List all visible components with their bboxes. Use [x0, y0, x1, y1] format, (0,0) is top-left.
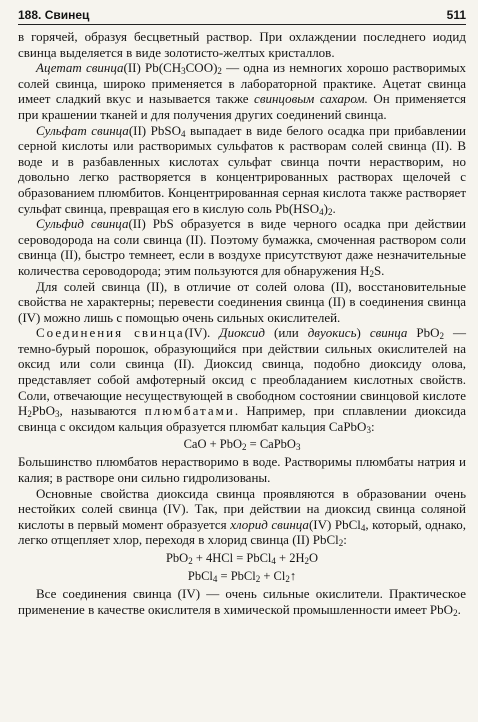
subscript: 4	[271, 556, 276, 566]
text-run: Он применяется при крашении тканей и для получения других соединений свинца.	[18, 91, 466, 122]
text-run: (или	[265, 325, 308, 341]
text-run: (II) PbSO	[128, 122, 181, 138]
text-run: + 4HCl = PbCl	[192, 551, 272, 565]
text-run: , который, однако, легко отщепляет хлор, переходя в хлорид свинца (II) PbCl	[18, 516, 467, 548]
text-run: + Cl	[260, 569, 286, 583]
subscript: 3	[366, 424, 371, 435]
italic-term: Сульфат свинца	[36, 122, 129, 138]
text-run: .	[457, 601, 461, 617]
subscript: 2	[27, 409, 32, 420]
paragraph	[18, 454, 466, 485]
subscript: 4	[180, 128, 186, 139]
italic-term: Диоксид	[219, 325, 265, 341]
paragraph	[18, 586, 466, 617]
subscript: 3	[55, 409, 60, 420]
text-run: )	[356, 325, 370, 341]
subscript: 2	[369, 268, 374, 279]
italic-term: Сульфид свинца	[36, 216, 129, 232]
text-run: PbO	[165, 551, 189, 565]
subscript: 2	[255, 574, 261, 584]
paragraph	[18, 216, 466, 278]
text-run: Основные свойства диоксида свинца проявляются в образовании очень нестойких солей свинца (IV). Так, при действии на диоксид свинца соляной кислоты в первый момент образуется	[18, 485, 466, 532]
text-run: = CaPbO	[246, 437, 296, 452]
subscript: 4	[319, 206, 324, 217]
text-run: выпадает в виде белого осадка при прибавлении серной кислоты или растворимых сульфатов к растворам солей свинца (II). В воде и в разбавленных кислотах сульфат свинца почти нерастворим, но довольно легко растворяется в концентрированных растворах щелочей с образованием плюмбитов. Концентрированная серная кислота также растворяет сульфат свинца, превращая его в кислую соль Pb(HSO	[18, 122, 466, 216]
text-run: (IV).	[184, 325, 220, 341]
text-run: ↑	[289, 569, 297, 583]
text-run: PbCl	[187, 569, 213, 583]
text-run: :	[370, 418, 375, 434]
text-run: Все соединения свинца (IV) — очень сильные окислители. Практическое применение в качестве окислителя в химической промышленности имеет PbO	[18, 586, 466, 617]
subscript: 4	[360, 522, 366, 533]
page-body	[18, 29, 466, 617]
text-run: CaO + PbO	[183, 437, 243, 452]
text-run: .	[332, 200, 336, 216]
equation	[18, 436, 466, 452]
text-run: Соединения свинца	[36, 325, 185, 341]
subscript: 2	[188, 556, 193, 566]
page-number: 511	[446, 8, 466, 22]
text-run: (II) PbS образуется в виде черного осадка при действии сероводорода на соли свинца (II). Поэтому бумажка, смоченная раствором соли свинца (II), быстро темнеет, если в воздухе присутствуют даже незначительные количества сероводорода; этим пользуются для обнаружения H	[18, 216, 466, 278]
paragraph	[18, 325, 466, 434]
text-run: Для солей свинца (II), в отличие от солей олова (II), восстановительные свойства не характерны; перевести соединения свинца (II) в соединения свинца (IV) можно лишь с помощью очень сильных окислителей.	[18, 278, 466, 325]
text-run: (II) Pb(CH	[123, 60, 182, 76]
subscript: 2	[338, 538, 344, 549]
subscript: 2	[285, 574, 290, 584]
text-run: S.	[373, 262, 385, 278]
italic-term: свинцовым сахаром.	[254, 91, 368, 107]
italic-term: двуокись	[307, 325, 357, 341]
text-run: PbO	[407, 325, 440, 341]
text-run: Большинство плюмбатов нерастворимо в воде. Растворимы плюмбаты натрия и калия; в растворе они сильно гидролизованы.	[18, 454, 466, 486]
section-title: 188. Свинец	[18, 8, 90, 22]
subscript: 2	[304, 556, 309, 566]
paragraph	[18, 29, 466, 60]
text-run: + 2H	[275, 551, 305, 565]
paragraph	[18, 123, 466, 217]
text-run: — темно-бурый порошок, образующийся при действии сильных окислителей на оксид или соли свинца (II). Диоксид свинца, подобно диоксиду олова, представляет собой амфотерный оксид с преобладанием кислотных свойств. Соли, отвечающие несуществующей в свободном состоянии свинцовой кислоте H	[18, 325, 466, 419]
italic-term: хлорид свинца	[230, 516, 309, 532]
text-run: (IV) PbCl	[308, 516, 361, 532]
text-run: :	[343, 532, 347, 548]
equation	[18, 568, 466, 584]
subscript: 2	[328, 206, 333, 217]
text-run: = PbCl	[217, 569, 256, 583]
subscript: 3	[181, 66, 186, 77]
subscript: 3	[295, 442, 301, 453]
text-run: PbO	[31, 403, 56, 419]
text-run: COO)	[185, 60, 218, 76]
subscript: 2	[439, 331, 444, 342]
text-run: плюмбатами	[144, 403, 235, 419]
paragraph	[18, 279, 466, 326]
paragraph	[18, 60, 466, 122]
text-run: O	[308, 551, 319, 565]
subscript: 2	[453, 607, 458, 618]
text-run: . Например, при сплавлении диоксида свинца с оксидом кальция образуется плюмбат кальция CaPbO	[18, 403, 466, 434]
subscript: 2	[217, 66, 222, 77]
running-header	[18, 8, 466, 25]
text-run: в горячей, образуя бесцветный раствор. При охлаждении последнего иодид свинца выделяется в виде золотисто-желтых кристаллов.	[18, 29, 466, 60]
equation	[18, 550, 466, 566]
subscript: 2	[242, 442, 247, 453]
subscript: 4	[212, 574, 218, 584]
italic-term: Ацетат свинца	[36, 60, 124, 76]
text-run: — одна из немногих хорошо растворимых солей свинца, широко применяется в лабораторной практике. Ацетат свинца имеет сладкий вкус и называется также	[18, 60, 466, 107]
text-run: )	[323, 200, 329, 216]
text-run: , называются	[59, 403, 145, 419]
paragraph	[18, 486, 466, 548]
italic-term: свинца	[369, 325, 408, 341]
